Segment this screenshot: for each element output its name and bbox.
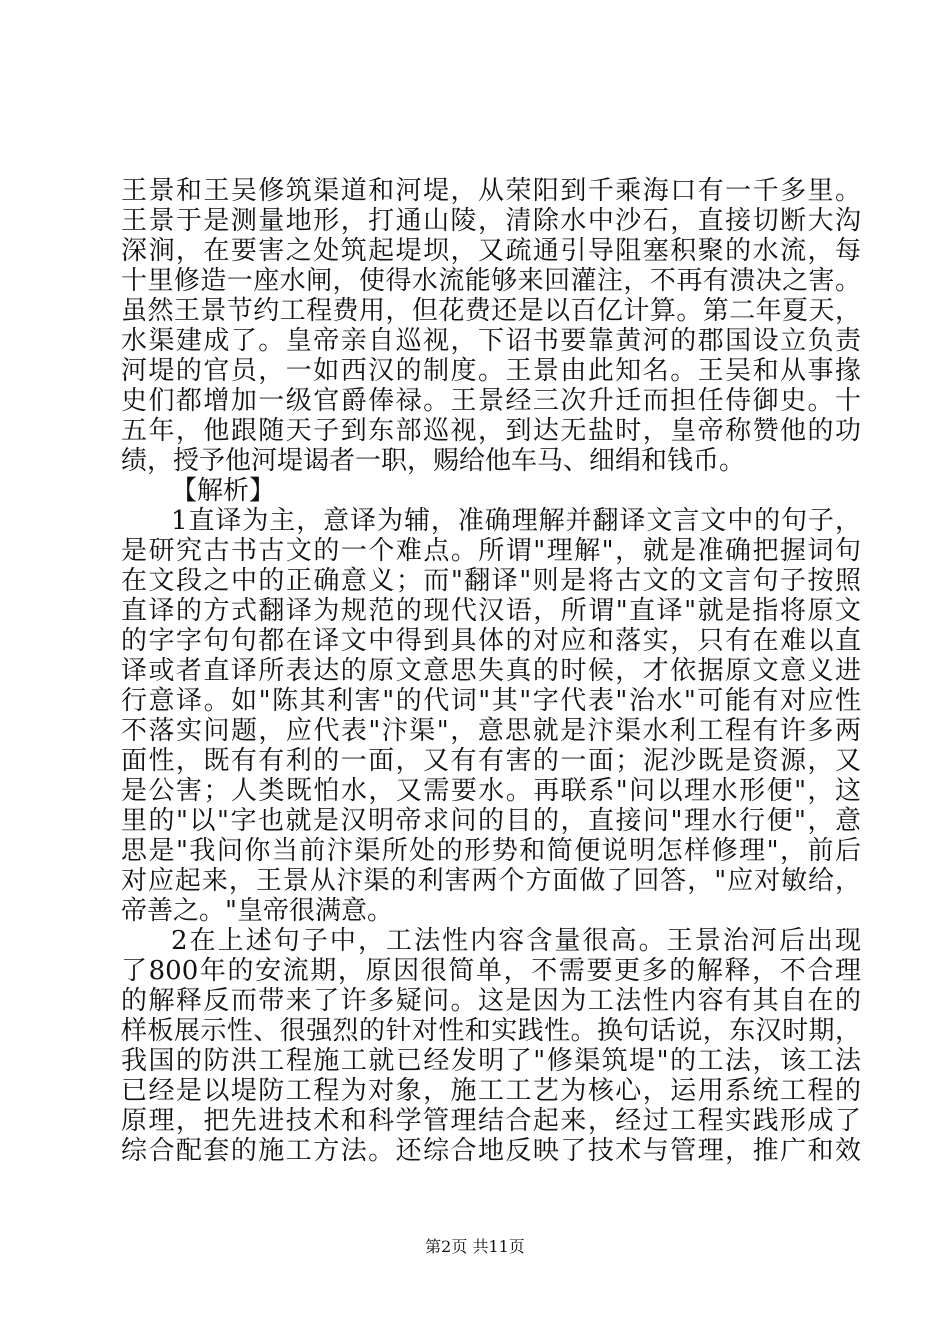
- text-line: 帝善之。"皇帝很满意。: [121, 896, 393, 926]
- text-line: 1直译为主，意译为辅，准确理解并翻译文言文中的句子，: [171, 506, 861, 536]
- text-line: 在文段之中的正确意义；而"翻译"则是将古文的文言句子按照: [121, 566, 861, 596]
- text-line: 不落实问题，应代表"汴渠"，意思就是汴渠水利工程有许多两: [121, 716, 861, 746]
- text-line: 水渠建成了。皇帝亲自巡视，下诏书要靠黄河的郡国设立负责: [121, 326, 861, 356]
- text-line: 直译的方式翻译为规范的现代汉语，所谓"直译"就是指将原文: [121, 596, 861, 626]
- text-line: 译或者直译所表达的原文意思失真的时候，才依据原文意义进: [121, 656, 861, 686]
- text-line: 虽然王景节约工程费用，但花费还是以百亿计算。第二年夏天，: [121, 296, 861, 326]
- text-line: 是研究古书古文的一个难点。所谓"理解"，就是准确把握词句: [121, 536, 861, 566]
- text-line: 2在上述句子中，工法性内容含量很高。王景治河后出现: [171, 926, 861, 956]
- text-line: 的解释反而带来了许多疑问。这是因为工法性内容有其自在的: [121, 986, 861, 1016]
- text-line: 里的"以"字也就是汉明帝求问的目的，直接问"理水行便"，意: [121, 806, 861, 836]
- text-line: 深涧，在要害之处筑起堤坝，又疏通引导阻塞积聚的水流，每: [121, 236, 861, 266]
- analysis-paragraph-2: [121, 926, 861, 1166]
- text-line: 五年，他跟随天子到东部巡视，到达无盐时，皇帝称赞他的功: [121, 416, 861, 446]
- text-line: 河堤的官员，一如西汉的制度。王景由此知名。王吴和从事掾: [121, 356, 861, 386]
- text-line: 行意译。如"陈其利害"的代词"其"字代表"治水"可能有对应性: [121, 686, 861, 716]
- text-line: 样板展示性、很强烈的针对性和实践性。换句话说，东汉时期，: [121, 1016, 861, 1046]
- text-line: 的字字句句都在译文中得到具体的对应和落实，只有在难以直: [121, 626, 861, 656]
- text-line: 十里修造一座水闸，使得水流能够来回灌注，不再有溃决之害。: [121, 266, 861, 296]
- text-line: 绩，授予他河堤谒者一职，赐给他车马、细绢和钱币。: [121, 446, 746, 476]
- text-line: 了800年的安流期，原因很简单，不需要更多的解释，不合理: [121, 956, 861, 986]
- page-footer: 第2页 共11页: [425, 1237, 525, 1256]
- text-line: 综合配套的施工方法。还综合地反映了技术与管理，推广和效: [121, 1136, 861, 1166]
- text-line: 史们都增加一级官爵俸禄。王景经三次升迁而担任侍御史。十: [121, 386, 861, 416]
- document-body: [121, 176, 861, 1166]
- text-line: 是公害；人类既怕水，又需要水。再联系"问以理水形便"，这: [121, 776, 861, 806]
- text-line: 面性，既有有利的一面，又有有害的一面；泥沙既是资源，又: [121, 746, 861, 776]
- text-line: 已经是以堤防工程为对象，施工工艺为核心，运用系统工程的: [121, 1076, 861, 1106]
- text-line: 王景和王吴修筑渠道和河堤，从荣阳到千乘海口有一千多里。: [121, 176, 861, 206]
- analysis-heading: 【解析】: [171, 476, 276, 506]
- text-line: 对应起来，王景从汴渠的利害两个方面做了回答，"应对敏给，: [121, 866, 861, 896]
- text-line: 我国的防洪工程施工就已经发明了"修渠筑堤"的工法，该工法: [121, 1046, 861, 1076]
- translation-paragraph: [121, 176, 861, 476]
- text-line: 原理，把先进技术和科学管理结合起来，经过工程实践形成了: [121, 1106, 861, 1136]
- text-line: 思是"我问你当前汴渠所处的形势和简便说明怎样修理"，前后: [121, 836, 861, 866]
- text-line: 王景于是测量地形，打通山陵，清除水中沙石，直接切断大沟: [121, 206, 861, 236]
- analysis-paragraph-1: [121, 506, 861, 926]
